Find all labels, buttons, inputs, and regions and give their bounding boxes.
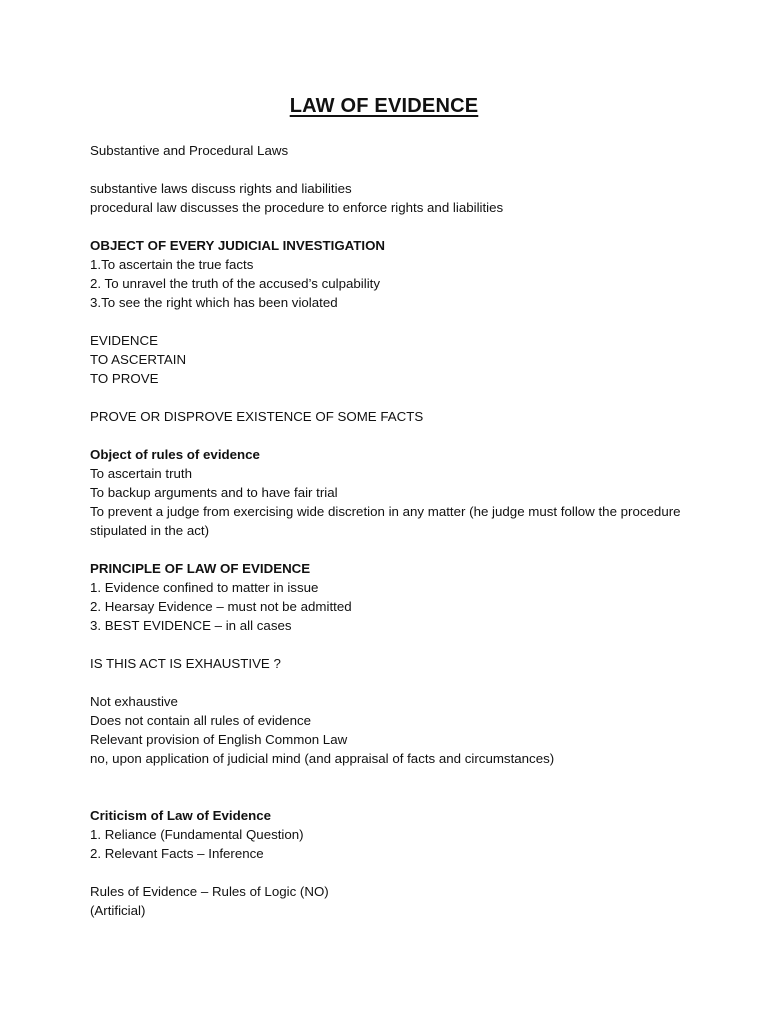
document-body [90, 141, 690, 920]
text-line: PROVE OR DISPROVE EXISTENCE OF SOME FACTS [90, 409, 424, 424]
text-line: Does not contain all rules of evidence [90, 713, 312, 728]
text-line: no, upon application of judicial mind (and appraisal of facts and circumstances) [90, 751, 555, 766]
list-item: 1. Reliance (Fundamental Question) [90, 827, 304, 842]
paragraph-spacer [90, 673, 690, 692]
section-heading-object-judicial: OBJECT OF EVERY JUDICIAL INVESTIGATION [90, 238, 386, 253]
list-item: 2. Relevant Facts – Inference [90, 846, 264, 861]
paragraph-spacer [90, 768, 690, 806]
text-line: Not exhaustive [90, 694, 178, 709]
text-line: Rules of Evidence – Rules of Logic (NO) [90, 884, 329, 899]
paragraph-spacer [90, 426, 690, 445]
section-heading-substantive-procedural: Substantive and Procedural Laws [90, 143, 289, 158]
text-line: substantive laws discuss rights and liabilities [90, 181, 352, 196]
text-line: EVIDENCE [90, 333, 158, 348]
text-line: TO PROVE [90, 371, 159, 386]
paragraph-spacer [90, 635, 690, 654]
paragraph-spacer [90, 388, 690, 407]
paragraph-spacer [90, 217, 690, 236]
list-item: 3.To see the right which has been violated [90, 295, 338, 310]
list-item: 1. Evidence confined to matter in issue [90, 580, 319, 595]
list-item: 3. BEST EVIDENCE – in all cases [90, 618, 292, 633]
list-item: To ascertain truth [90, 466, 192, 481]
text-line: procedural law discusses the procedure to enforce rights and liabilities [90, 200, 504, 215]
section-heading-object-rules: Object of rules of evidence [90, 447, 260, 462]
text-line: (Artificial) [90, 903, 146, 918]
question-line: IS THIS ACT IS EXHAUSTIVE ? [90, 656, 281, 671]
paragraph-spacer [90, 540, 690, 559]
text-line: TO ASCERTAIN [90, 352, 187, 367]
paragraph-spacer [90, 863, 690, 882]
text-line: Relevant provision of English Common Law [90, 732, 348, 747]
list-item: 1.To ascertain the true facts [90, 257, 254, 272]
paragraph-spacer [90, 160, 690, 179]
list-item: To prevent a judge from exercising wide discretion in any matter (he judge must follow the procedure stipulated in the act) [90, 504, 681, 538]
section-heading-principle: PRINCIPLE OF LAW OF EVIDENCE [90, 561, 311, 576]
section-heading-criticism: Criticism of Law of Evidence [90, 808, 272, 823]
page-title: LAW OF EVIDENCE [289, 95, 479, 117]
list-item: 2. To unravel the truth of the accused’s culpability [90, 276, 380, 291]
list-item: 2. Hearsay Evidence – must not be admitted [90, 599, 352, 614]
paragraph-spacer [90, 312, 690, 331]
list-item: To backup arguments and to have fair trial [90, 485, 338, 500]
